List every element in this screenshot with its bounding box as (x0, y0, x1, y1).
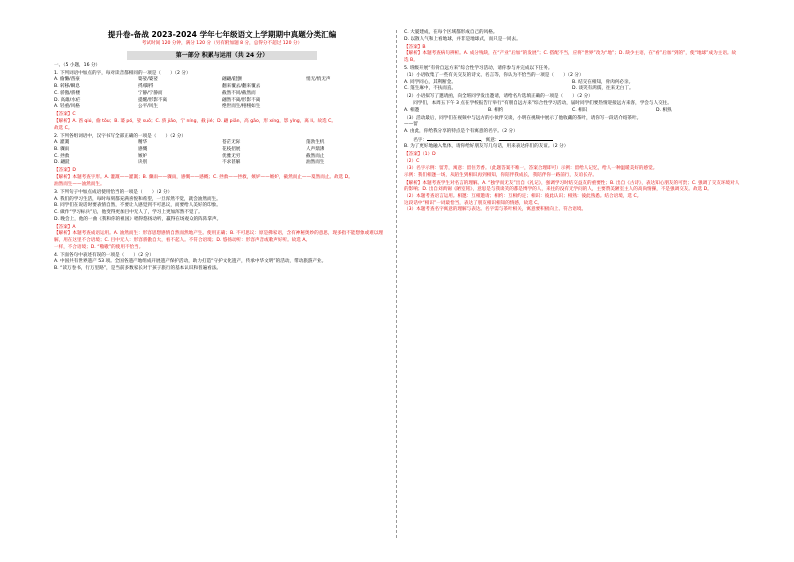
q5-answer-3: （3）名字示例：留芳，寓意：留住芳香。（此题答案不唯一，答案合理即可）示例：留给人记忆，给人一种温暖美好的感觉。 (404, 165, 658, 171)
name-blank[interactable] (427, 136, 481, 141)
q2-explanation-2: 油然而生——油然而生。 (54, 181, 105, 187)
q5-part3: （3）活动最后，同学们在视频中与远方的小伙伴交谈，小明在视频中展示了他收藏的茶叶，请你写一段话介绍茶叶。 (404, 115, 642, 121)
column-divider (396, 30, 397, 538)
q1-stem: 1. 下列词语中加点的字，每对读音都相同的一项是（ ）（2 分） (54, 70, 191, 76)
q1-answer: 【答案】C (54, 112, 76, 118)
q5-stem: 5. 班级开展“有骨自远方来”综合性学习活动，请你参与并完成以下任务。 (404, 66, 553, 72)
q5-answer-4: 示例：我们相逢一场，从陌生到相识再到相知，你陪伴我成长，我陪伴你一路前行，友谊长存。 (404, 172, 597, 178)
q4-explanation: 【解析】本题考查病句辨析。A. 成分残缺，在“产业”后加“的发展”；C. 搭配不当，应将“世界”改为“地”；D. 缺少主语，在“看”后加“到的”，使“地球”成为主语。故选 B。 (404, 51, 737, 64)
q4-option-b: B. “读万卷书，行万里路”，是当前多数家长对于孩子旅行的基本认识和普遍看法。 (54, 266, 222, 272)
q2-answer: 【答案】D (54, 168, 76, 174)
right-column (404, 30, 740, 214)
q3-option-d: D. 晚会上，他的一曲《我和你的祖国》唱得悠扬动听，赢得在场观众的阵阵掌声。 (54, 216, 222, 222)
q2-row: A. 灌溉 精华 苍茫无际 蓬勃生机 (54, 140, 325, 146)
q1-row: B. 转移/瞬息 捋/脚捋 翻来覆去/翻来覆去 (54, 84, 261, 90)
section-heading: 一、（5 小题，16 分） (54, 62, 101, 68)
q5-name-line: 名字： ，寓意： (404, 136, 740, 145)
q2-stem: 2. 下列各组词语中，汉字书写全部正确的一项是（ ）（2 分） (54, 133, 186, 139)
q5-part2: （2）小语拟写了邀请函，向全班同学发出邀请，请给名片选填正确的一项是（ ）（2 分） (404, 94, 593, 100)
q4-answer: 【答案】B (404, 44, 426, 50)
q5-answer-2: （2）C (404, 159, 420, 165)
q5-part2-options: A. 相邀 B. 相约 C. 相识 D. 相熟 (404, 107, 672, 113)
q1-row: C. 骄傲/骄楼 宁静/宁静而 截然不同/截然而 (54, 90, 256, 96)
q5-options-row: C. 蓬生麻中，不扶而直。 D. 谈笑有鸿儒，往来无白丁。 (404, 86, 634, 92)
q4-option-c: C. 大厦建成，在每个区域都形成自己的风格。 (404, 30, 498, 35)
q5-explanation-4: （3）本题考查名字寓意的理解与表达。名字需与茶叶相关，寓意要积极向上、符合语境。 (404, 207, 587, 213)
q2-row: D. 翩跹 诀别 不求甚解 油然而生 (54, 160, 325, 166)
q1-row: D. 高雄/水疟 提醒/形影不离 翩然不离/形影不离 (54, 97, 261, 103)
q3-explanation: 【解析】本题考查成语运用。A. 油然而生：形容思想感情自然而然地产生。使用正确；B. 不可思议：原是佛家语，含有神秘奥妙的意思，现多指不能想象或难以理解，用在这里不合语境；C. 目中无人：形容骄傲自大，看不起人。不符合语境；D. 悠扬动听：形容声音或歌声好听。故选 A。 (54, 231, 384, 244)
q5-explanation-3: 这段话中“相识”一词最恰当，表达了朋友相识相知的情感，故选 C。 (404, 200, 543, 206)
q5-part2-text: 同学们，本周五下午 3 点在学校报告厅举行“有朋自远方来”综合性学习活动，届时同学们要热情迎接远方来客，学会与人交往。 (404, 100, 672, 106)
q1-row: A. 轻重/风格 公平/风生 绝世而生/栩栩如生 (54, 104, 261, 110)
q5-task-b: B. 为了更好地融入集体，请你给好朋友写几句话，用来表达你们的友谊。（2 分） (404, 144, 569, 150)
q4-stem: 4. 下面各句中表述有误的一项是（ ）（2 分） (54, 252, 154, 258)
q2-explanation: 【解析】本题考查字形。A. 灌溉——灌溉；B. 骤雨——骤雨，感慨——感概；C. 拯救——拯救，嫉妒——嫉妒，截然而止——戛然而止。故选 D。 (54, 175, 353, 181)
q3-option-a: A. 我们的学习生活，每时每刻都充满喜悦和希望，一旦浑然不觉，就会油然而生。 (54, 196, 221, 202)
q2-row: C. 拯救 嫉妒 优雅无穷 截然而止 (54, 153, 325, 159)
q3-stem: 3. 下列句子中加点成语使用恰当的一项是（ ）（2 分） (54, 189, 173, 195)
q5-part3-b: ——留 (404, 122, 418, 128)
q3-answer: 【答案】A (54, 224, 76, 230)
exam-info: 考试时间 120 分钟，满分 120 分（另有附加题 8 分，总得分不超过 120 分） (141, 41, 303, 46)
q5-explanation: 【解析】本题考查学生对名言的理解。A. “独学而无友”出自《礼记》，强调学习时结交益友的重要性；B. 出自《古诗》，表达知心朋友的可贵；C. 强调了交友环境对人的影响；D. 出自刘禹锡《陋室铭》，意思是与我谈笑的都是博学的人，来往的没有无学问的人，主要赞美陋室主人的高尚情操，不是强调交友。故选 D。 (404, 180, 740, 193)
q4-option-a: A. 中国共有世界遗产 53 项。全国各遗产地组成开展遗产保护活动，助力打造“守护文化遗产，传承中华文明”的活动，带动旅游产业。 (54, 259, 327, 265)
q2-row: B. 骤雨 感慨 花枝招展 人声鼎沸 (54, 147, 325, 153)
q5-part1: （1）小语收集了一些有关交友的诗文、名言等，你认为不恰当的一项是（ ）（2 分） (404, 72, 584, 78)
left-column (54, 30, 390, 273)
q1-row: A. 偷懒/酋豪 婆娑/婆娑 翩翩/跹颤 悄无/悄无声 (54, 77, 331, 83)
q5-options-row: A. 同学同心，其利断金。 B. 结交在相知，骨肉何必亲。 (404, 79, 634, 85)
exam-page (54, 30, 740, 536)
part-heading: 第一部分 积累与运用（共 24 分） (127, 51, 317, 60)
q3-option-c: C. 做作“学习标兵”后，他变得更加目中无人了，学习上更加浑然不觉了。 (54, 209, 203, 215)
q3-option-b: B. 同学们在说话时要表情自然，不要让人感觉到不可思议，而要给人美好的印象。 (54, 203, 221, 209)
q3-explanation-2: 一样，不合语境；D. “嗷嗷”的使用不恰当。 (54, 244, 144, 250)
q4-option-d: D. 以散人气和上看地球，并非是地球式，而只是一同去。 (404, 36, 521, 42)
page-title: 提升卷-备战 2023-2024 学年七年级语文上学期期中真题分类汇编 (107, 30, 337, 39)
reason-blank[interactable] (499, 136, 553, 141)
q5-task-a: A. 由此，你给我分享的特点是个有寓意的名字。（2 分） (404, 129, 518, 135)
q1-explanation: 【解析】A. 酋 qiú，偷 tōu；B. 婆 pó，娑 suō；C. 骄 jiāo，宁 níng，截 jié；D. 翩 piān，高 gāo，形 xíng，影 yǐng，离 lí。故选 C。 (54, 118, 336, 124)
q5-answer: 【答案】（1）D (404, 152, 436, 158)
q1-explanation-2: 故选 C。 (54, 125, 73, 131)
q5-explanation-2: （2）本题考查语言运用。相邀：互相邀请；相约：互相约定；相识：彼此认识；相熟：彼此熟悉。结合语境，选 C。 (404, 193, 642, 199)
